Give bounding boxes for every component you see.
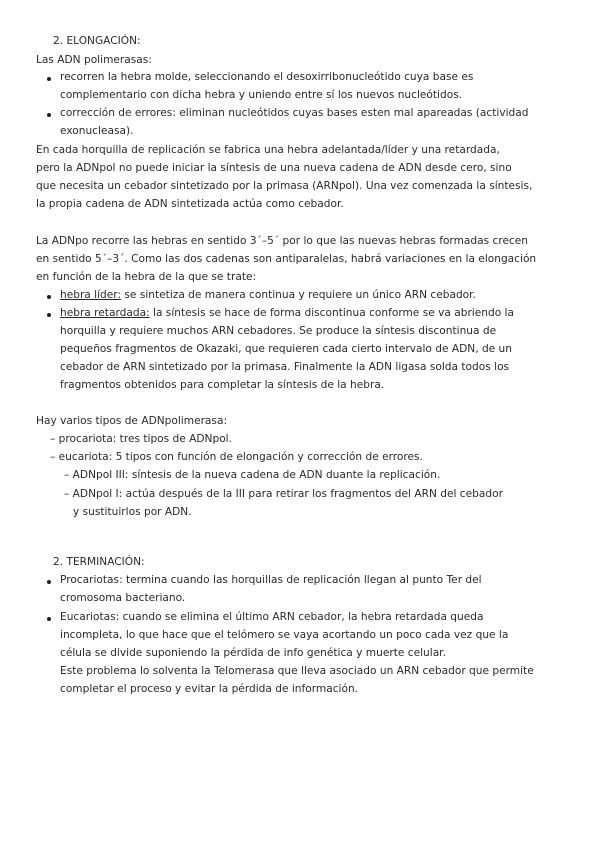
list-item: recorren la hebra molde, seleccionando el desoxirribonucleótido cuya base es <box>60 71 474 83</box>
subtipo-item: – ADNpol III: síntesis de la nueva cadena de ADN duante la replicación. <box>64 469 441 481</box>
hebra-retardada-text: la síntesis se hace de forma discontinua conforme se va abriendo la <box>149 307 514 319</box>
elongacion-intro: Las ADN polimerasas: <box>36 54 152 66</box>
tipos-intro: Hay varios tipos de ADNpolimerasa: <box>36 415 228 427</box>
list-item-cont: fragmentos obtenidos para completar la síntesis de la hebra. <box>60 379 385 391</box>
list-item-cont: célula se divide suponiendo la pérdida de info genética y muerte celular. <box>60 647 446 659</box>
list-item-cont: exonucleasa). <box>60 125 134 137</box>
hebra-lider-text: se sintetiza de manera continua y requiere un único ARN cebador. <box>121 289 476 301</box>
tipo-item: – eucariota: 5 tipos con función de elongación y corrección de errores. <box>50 451 423 463</box>
paragraph-line: en sentido 5´–3´. Como las dos cadenas son antiparalelas, habrá variaciones en la elongación <box>36 253 537 265</box>
list-item: Procariotas: termina cuando las horquillas de replicación llegan al punto Ter del <box>60 574 482 586</box>
subtipo-item-cont: y sustituirlos por ADN. <box>73 506 192 518</box>
list-item-cont: pequeños fragmentos de Okazaki, que requieren cada cierto intervalo de ADN, de un <box>60 343 512 355</box>
bullet-icon <box>47 77 51 81</box>
paragraph-line: En cada horquilla de replicación se fabrica una hebra adelantada/líder y una retardada, <box>36 144 500 156</box>
list-item-cont: incompleta, lo que hace que el telómero se vaya acortando un poco cada vez que la <box>60 629 509 641</box>
list-item: corrección de errores: eliminan nucleótidos cuyas bases esten mal apareadas (actividad <box>60 107 529 119</box>
list-item-cont: horquilla y requiere muchos ARN cebadores. Se produce la síntesis discontinua de <box>60 325 497 337</box>
list-item-cont: completar el proceso y evitar la pérdida de información. <box>60 683 359 695</box>
list-item-hebra-lider <box>60 289 476 302</box>
list-item-cont: cromosoma bacteriano. <box>60 592 186 604</box>
bullet-icon <box>47 313 51 317</box>
bullet-icon <box>47 617 51 621</box>
list-item: Eucariotas: cuando se elimina el último ARN cebador, la hebra retardada queda <box>60 611 484 623</box>
paragraph-line: la propia cadena de ADN sintetizada actúa como cebador. <box>36 198 344 210</box>
paragraph-line: La ADNpo recorre las hebras en sentido 3´–5´ por lo que las nuevas hebras formadas crecen <box>36 235 529 247</box>
bullet-icon <box>47 113 51 117</box>
list-item-cont: Este problema lo solventa la Telomerasa que lleva asociado un ARN cebador que permite <box>60 665 534 677</box>
list-item-hebra-retardada <box>60 307 514 320</box>
section-heading-elongacion: 2. ELONGACIÓN: <box>53 35 141 47</box>
bullet-icon <box>47 580 51 584</box>
list-item-cont: complementario con dicha hebra y uniendo entre sí los nuevos nucleótidos. <box>60 89 463 101</box>
tipo-item: – procariota: tres tipos de ADNpol. <box>50 433 232 445</box>
list-item-cont: cebador de ARN sintetizado por la primasa. Finalmente la ADN ligasa solda todos los <box>60 361 510 373</box>
subtipo-item: – ADNpol I: actúa después de la III para retirar los fragmentos del ARN del cebador <box>64 488 503 500</box>
paragraph-line: en función de la hebra de la que se trate: <box>36 271 257 283</box>
paragraph-line: pero la ADNpol no puede iniciar la síntesis de una nueva cadena de ADN desde cero, sino <box>36 162 512 174</box>
term-hebra-lider: hebra líder: <box>60 289 122 301</box>
paragraph-line: que necesita un cebador sintetizado por la primasa (ARNpol). Una vez comenzada la síntesis, <box>36 180 533 192</box>
bullet-icon <box>47 295 51 299</box>
term-hebra-retardada: hebra retardada: <box>60 307 150 319</box>
section-heading-terminacion: 2. TERMINACIÓN: <box>53 556 145 568</box>
